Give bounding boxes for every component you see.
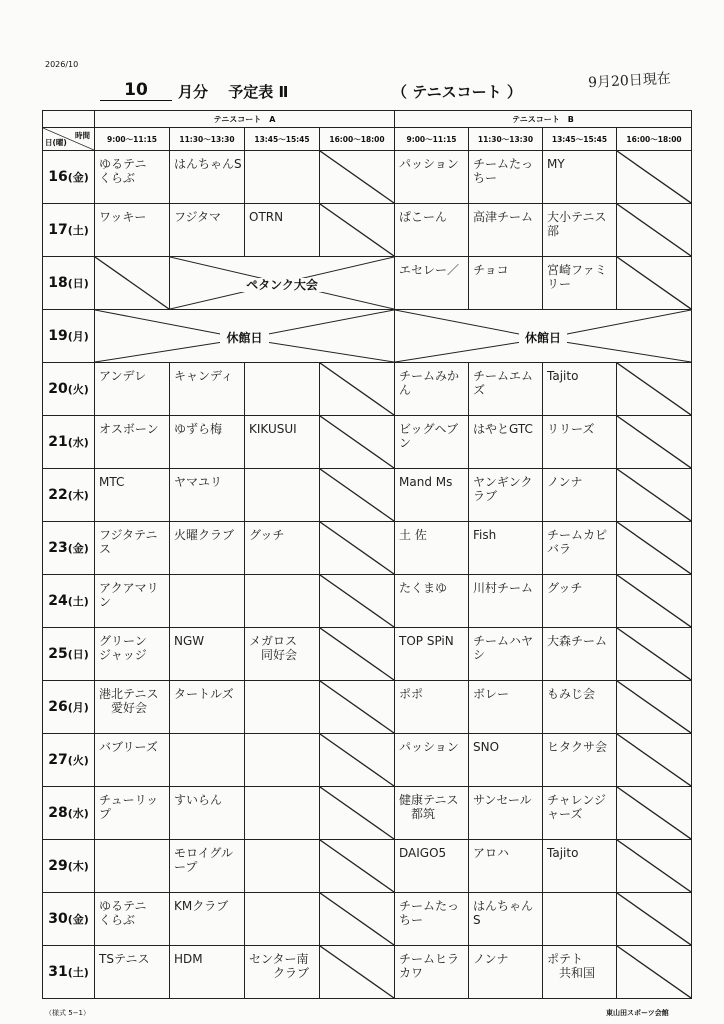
time-slot-a-2: 11:30～13:30 — [170, 128, 245, 151]
day-number: 21 — [48, 434, 68, 450]
schedule-cell[interactable] — [469, 840, 543, 893]
schedule-cell[interactable] — [469, 946, 543, 999]
schedule-table — [42, 110, 692, 999]
schedule-cell[interactable] — [469, 204, 543, 257]
day-label — [43, 257, 95, 310]
schedule-cell[interactable] — [469, 363, 543, 416]
schedule-cell[interactable] — [95, 469, 170, 522]
day-number: 28 — [48, 805, 68, 821]
schedule-cell[interactable] — [543, 893, 617, 946]
booking-name: ノンナ — [473, 952, 509, 966]
day-number: 27 — [48, 752, 68, 768]
schedule-cell[interactable] — [395, 469, 469, 522]
booking-name: ボレー — [473, 687, 510, 701]
booking-name: Fish — [473, 528, 497, 542]
day-number: 31 — [48, 964, 68, 980]
schedule-cell[interactable] — [395, 734, 469, 787]
schedule-cell[interactable] — [170, 469, 245, 522]
day-label — [43, 787, 95, 840]
schedule-cell[interactable] — [469, 893, 543, 946]
booking-name: KMクラブ — [174, 899, 229, 913]
schedule-cell[interactable] — [245, 363, 320, 416]
weekday: (木) — [67, 860, 89, 873]
day-number: 17 — [48, 222, 68, 238]
unavailable-cell — [320, 363, 395, 416]
form-number: （様式 5−1） — [45, 1009, 90, 1017]
day-label — [43, 522, 95, 575]
schedule-cell[interactable] — [543, 416, 617, 469]
table-row — [43, 734, 692, 787]
booking-name: 高津チーム — [473, 210, 534, 224]
table-row — [43, 628, 692, 681]
booking-name: 火曜クラブ — [174, 528, 235, 542]
schedule-cell[interactable] — [170, 787, 245, 840]
day-label — [43, 575, 95, 628]
booking-name: ポポ — [399, 687, 424, 701]
booking-name: ポテト 共和国 — [547, 952, 596, 980]
unavailable-cell — [617, 628, 692, 681]
booking-name: キャンディ — [174, 369, 234, 383]
schedule-cell[interactable] — [170, 416, 245, 469]
schedule-cell[interactable] — [395, 522, 469, 575]
day-number: 26 — [48, 699, 68, 715]
day-label — [43, 840, 95, 893]
title-court: （ テニスコート ） — [392, 83, 522, 101]
day-number: 30 — [48, 911, 68, 927]
schedule-cell[interactable] — [95, 628, 170, 681]
weekday: (金) — [67, 913, 89, 926]
schedule-cell[interactable] — [395, 416, 469, 469]
unavailable-cell — [320, 681, 395, 734]
table-row — [43, 681, 692, 734]
schedule-cell[interactable] — [170, 363, 245, 416]
table-row — [43, 416, 692, 469]
unavailable-cell — [617, 204, 692, 257]
booking-name: リリーズ — [547, 422, 595, 436]
schedule-cell[interactable] — [170, 204, 245, 257]
schedule-cell[interactable] — [469, 469, 543, 522]
court-b-header: テニスコート B — [395, 111, 692, 128]
schedule-cell[interactable] — [245, 204, 320, 257]
weekday: (水) — [67, 436, 89, 449]
day-label — [43, 946, 95, 999]
unavailable-cell — [320, 734, 395, 787]
day-label — [43, 204, 95, 257]
unavailable-cell — [617, 151, 692, 204]
unavailable-cell — [320, 151, 395, 204]
booking-name: エセレー／ — [399, 263, 460, 277]
time-slot-a-4: 16:00～18:00 — [320, 128, 395, 151]
unavailable-cell — [320, 204, 395, 257]
booking-name: はんちゃんS — [473, 899, 534, 927]
schedule-cell[interactable] — [170, 734, 245, 787]
schedule-cell[interactable] — [469, 575, 543, 628]
unavailable-cell — [617, 416, 692, 469]
closed-label: 休館日 — [220, 331, 268, 345]
booking-name: オスボーン — [99, 422, 159, 436]
schedule-cell[interactable] — [95, 363, 170, 416]
time-slot-b-1: 9:00～11:15 — [395, 128, 469, 151]
day-number: 20 — [48, 381, 68, 397]
schedule-cell[interactable] — [543, 946, 617, 999]
title-month: 10 — [100, 80, 172, 101]
booking-name: ゆるテニ くらぶ — [99, 157, 147, 185]
schedule-cell[interactable] — [543, 469, 617, 522]
schedule-cell[interactable] — [95, 946, 170, 999]
schedule-cell[interactable] — [395, 204, 469, 257]
unavailable-cell — [320, 628, 395, 681]
booking-name: もみじ会 — [547, 687, 596, 701]
schedule-cell[interactable] — [395, 257, 469, 310]
day-number: 18 — [48, 275, 68, 291]
booking-name: Tajito — [547, 846, 579, 860]
booking-name: OTRN — [249, 210, 284, 224]
booking-name: ワッキー — [99, 210, 147, 224]
schedule-cell[interactable] — [170, 840, 245, 893]
booking-name: グッチ — [547, 581, 583, 595]
schedule-cell[interactable] — [395, 151, 469, 204]
schedule-cell[interactable] — [170, 628, 245, 681]
day-label — [43, 151, 95, 204]
organization-name: 東山田スポーツ会館 — [606, 1009, 669, 1017]
weekday: (金) — [67, 542, 89, 555]
booking-name: タートルズ — [174, 687, 234, 701]
weekday: (木) — [67, 489, 89, 502]
day-label — [43, 416, 95, 469]
schedule-cell[interactable] — [245, 946, 320, 999]
unavailable-cell — [617, 522, 692, 575]
schedule-cell[interactable] — [95, 151, 170, 204]
schedule-cell[interactable] — [395, 787, 469, 840]
booking-name: DAIGO5 — [399, 846, 447, 860]
booking-name: ゆるテニ くらぶ — [99, 899, 147, 927]
booking-name: MY — [547, 157, 565, 171]
day-number: 24 — [48, 593, 68, 609]
booking-name: チームハヤシ — [473, 634, 534, 662]
booking-name: 港北テニス 愛好会 — [99, 687, 159, 715]
weekday: (土) — [67, 595, 89, 608]
schedule-cell[interactable] — [469, 681, 543, 734]
unavailable-cell — [320, 787, 395, 840]
day-label — [43, 363, 95, 416]
weekday: (月) — [67, 701, 89, 714]
table-row — [43, 575, 692, 628]
schedule-cell[interactable] — [245, 787, 320, 840]
schedule-cell[interactable] — [245, 840, 320, 893]
day-number: 19 — [48, 328, 68, 344]
schedule-cell[interactable] — [245, 575, 320, 628]
schedule-cell[interactable] — [95, 893, 170, 946]
day-number: 29 — [48, 858, 68, 874]
schedule-cell[interactable] — [543, 363, 617, 416]
schedule-cell[interactable] — [543, 681, 617, 734]
schedule-cell[interactable] — [469, 628, 543, 681]
weekday: (水) — [67, 807, 89, 820]
day-number: 16 — [48, 169, 68, 185]
time-slot-b-2: 11:30～13:30 — [469, 128, 543, 151]
schedule-cell[interactable] — [170, 151, 245, 204]
booking-name: はやとGTC — [473, 422, 533, 436]
booking-name: 宮崎ファミリー — [547, 263, 607, 291]
booking-name: チームたっちー — [399, 899, 460, 927]
booking-name: MTC — [99, 475, 125, 489]
schedule-cell[interactable] — [245, 469, 320, 522]
schedule-cell[interactable] — [395, 946, 469, 999]
schedule-cell[interactable] — [469, 416, 543, 469]
booking-name: TOP SPiN — [399, 634, 454, 648]
schedule-cell[interactable] — [469, 734, 543, 787]
booking-name: アンデレ — [99, 369, 147, 383]
schedule-cell[interactable] — [543, 840, 617, 893]
table-row — [43, 151, 692, 204]
schedule-cell[interactable] — [170, 522, 245, 575]
unavailable-cell — [617, 681, 692, 734]
table-row — [43, 840, 692, 893]
table-row — [43, 204, 692, 257]
booking-name: ヤンギンクラブ — [473, 475, 533, 503]
schedule-cell[interactable] — [395, 575, 469, 628]
day-label — [43, 628, 95, 681]
booking-name: バブリーズ — [99, 740, 158, 754]
weekday: (日) — [67, 277, 89, 290]
booking-name: 健康テニス 都筑 — [399, 793, 459, 821]
day-label — [43, 469, 95, 522]
weekday: (火) — [67, 754, 89, 767]
table-row — [43, 787, 692, 840]
booking-name: はんちゃんS — [174, 157, 242, 171]
booking-name: センター南 クラブ — [249, 952, 310, 980]
booking-name: NGW — [174, 634, 205, 648]
schedule-cell[interactable] — [170, 946, 245, 999]
booking-name: グッチ — [249, 528, 285, 542]
unavailable-cell — [320, 840, 395, 893]
schedule-cell[interactable] — [543, 628, 617, 681]
day-number: 22 — [48, 487, 68, 503]
schedule-cell[interactable] — [245, 151, 320, 204]
booking-name: たくまゆ — [399, 581, 448, 595]
booking-name: チャレンジャーズ — [547, 793, 607, 821]
day-number: 23 — [48, 540, 68, 556]
schedule-cell[interactable] — [543, 204, 617, 257]
booking-name: パッション — [399, 157, 459, 171]
corner-time-label: 時間 — [75, 131, 90, 140]
schedule-cell[interactable] — [170, 681, 245, 734]
booking-name: 大小テニス部 — [547, 210, 607, 238]
time-slot-a-1: 9:00～11:15 — [95, 128, 170, 151]
booking-name: Tajito — [547, 369, 579, 383]
table-row — [43, 522, 692, 575]
day-label — [43, 734, 95, 787]
schedule-cell[interactable] — [395, 681, 469, 734]
weekday: (土) — [67, 224, 89, 237]
booking-name: アクアマリン — [99, 581, 159, 609]
time-slot-b-3: 13:45～15:45 — [543, 128, 617, 151]
booking-name: 大森チーム — [547, 634, 608, 648]
time-slot-a-3: 13:45～15:45 — [245, 128, 320, 151]
booking-name: チームたっちー — [473, 157, 534, 185]
unavailable-cell — [320, 946, 395, 999]
schedule-cell[interactable] — [395, 840, 469, 893]
schedule-cell[interactable] — [543, 522, 617, 575]
schedule-cell[interactable] — [95, 575, 170, 628]
schedule-cell[interactable] — [245, 522, 320, 575]
unavailable-cell — [320, 416, 395, 469]
booking-name: モロイグループ — [174, 846, 234, 874]
day-number: 25 — [48, 646, 68, 662]
unavailable-cell — [617, 893, 692, 946]
weekday: (土) — [67, 966, 89, 979]
print-date: 2026/10 — [45, 60, 79, 69]
schedule-cell[interactable] — [469, 257, 543, 310]
day-label — [43, 893, 95, 946]
booking-name: フジタマ — [174, 210, 222, 224]
unavailable-cell — [617, 363, 692, 416]
booking-name: TSテニス — [99, 952, 150, 966]
booking-name: チームみかん — [399, 369, 460, 397]
schedule-cell[interactable] — [170, 893, 245, 946]
schedule-cell[interactable] — [95, 204, 170, 257]
schedule-cell[interactable] — [543, 734, 617, 787]
day-label — [43, 310, 95, 363]
corner-day-label: 日(曜) — [45, 138, 67, 147]
unavailable-cell — [320, 469, 395, 522]
booking-name: Mand Ms — [399, 475, 453, 489]
unavailable-cell — [617, 469, 692, 522]
table-row — [43, 257, 692, 310]
schedule-cell[interactable] — [95, 734, 170, 787]
schedule-cell[interactable] — [245, 681, 320, 734]
schedule-cell[interactable] — [395, 628, 469, 681]
unavailable-cell — [95, 257, 170, 310]
booking-name: ゆずら梅 — [174, 422, 223, 436]
closed-day-cell-b — [395, 310, 692, 363]
weekday: (金) — [67, 171, 89, 184]
booking-name: ヒタクサ会 — [547, 740, 608, 754]
unavailable-cell — [617, 257, 692, 310]
booking-name: パッション — [399, 740, 459, 754]
corner-spacer — [43, 111, 95, 128]
schedule-cell[interactable] — [170, 575, 245, 628]
booking-name: ぱこーん — [399, 210, 448, 224]
booking-name: フジタテニス — [99, 528, 158, 556]
schedule-cell[interactable] — [469, 522, 543, 575]
weekday: (月) — [67, 330, 89, 343]
booking-name: メガロス 同好会 — [249, 634, 298, 662]
table-row — [43, 946, 692, 999]
time-slot-b-4: 16:00～18:00 — [617, 128, 692, 151]
booking-name: チームヒラカワ — [399, 952, 460, 980]
schedule-cell[interactable] — [95, 787, 170, 840]
schedule-cell[interactable] — [95, 522, 170, 575]
schedule-cell[interactable] — [95, 840, 170, 893]
booking-name: ヤマユリ — [174, 475, 223, 489]
court-a-header: テニスコート A — [95, 111, 395, 128]
booking-name: HDM — [174, 952, 203, 966]
schedule-cell[interactable] — [245, 734, 320, 787]
unavailable-cell — [617, 734, 692, 787]
unavailable-cell — [617, 840, 692, 893]
table-row — [43, 893, 692, 946]
schedule-cell[interactable] — [543, 257, 617, 310]
booking-name: 川村チーム — [473, 581, 534, 595]
unavailable-cell — [320, 522, 395, 575]
event-cell — [170, 257, 395, 310]
corner-header — [43, 128, 95, 151]
schedule-cell[interactable] — [95, 681, 170, 734]
unavailable-cell — [320, 575, 395, 628]
closed-day-cell-a — [95, 310, 395, 363]
unavailable-cell — [617, 575, 692, 628]
booking-name: チームカピバラ — [547, 528, 608, 556]
booking-name: アロハ — [473, 846, 510, 860]
schedule-cell[interactable] — [95, 416, 170, 469]
schedule-body — [43, 151, 692, 999]
schedule-cell[interactable] — [543, 151, 617, 204]
table-row — [43, 310, 692, 363]
schedule-cell[interactable] — [245, 628, 320, 681]
booking-name: チューリップ — [99, 793, 159, 821]
unavailable-cell — [617, 787, 692, 840]
schedule-cell[interactable] — [395, 893, 469, 946]
booking-name: KIKUSUI — [249, 422, 297, 436]
closed-label: 休館日 — [519, 331, 567, 345]
schedule-cell[interactable] — [245, 416, 320, 469]
booking-name: グリーン ジャッジ — [99, 634, 147, 662]
event-label: ペタンク大会 — [240, 278, 324, 292]
schedule-cell[interactable] — [543, 787, 617, 840]
as-of-date: 9月20日現在 — [587, 70, 672, 92]
booking-name: ビッグヘブン — [399, 422, 459, 450]
booking-name: サンセール — [473, 793, 532, 807]
booking-name: 土 佐 — [399, 528, 427, 542]
schedule-cell[interactable] — [395, 363, 469, 416]
schedule-cell[interactable] — [469, 787, 543, 840]
title-label: 月分 予定表 Ⅱ — [178, 83, 289, 101]
booking-name: SNO — [473, 740, 500, 754]
day-label — [43, 681, 95, 734]
booking-name: チョコ — [473, 263, 509, 277]
table-row — [43, 469, 692, 522]
weekday: (日) — [67, 648, 89, 661]
booking-name: チームエムズ — [473, 369, 534, 397]
unavailable-cell — [320, 893, 395, 946]
booking-name: すいらん — [174, 793, 223, 807]
weekday: (火) — [67, 383, 89, 396]
schedule-cell[interactable] — [543, 575, 617, 628]
booking-name: ノンナ — [547, 475, 583, 489]
unavailable-cell — [617, 946, 692, 999]
table-row — [43, 363, 692, 416]
schedule-cell[interactable] — [469, 151, 543, 204]
schedule-cell[interactable] — [245, 893, 320, 946]
